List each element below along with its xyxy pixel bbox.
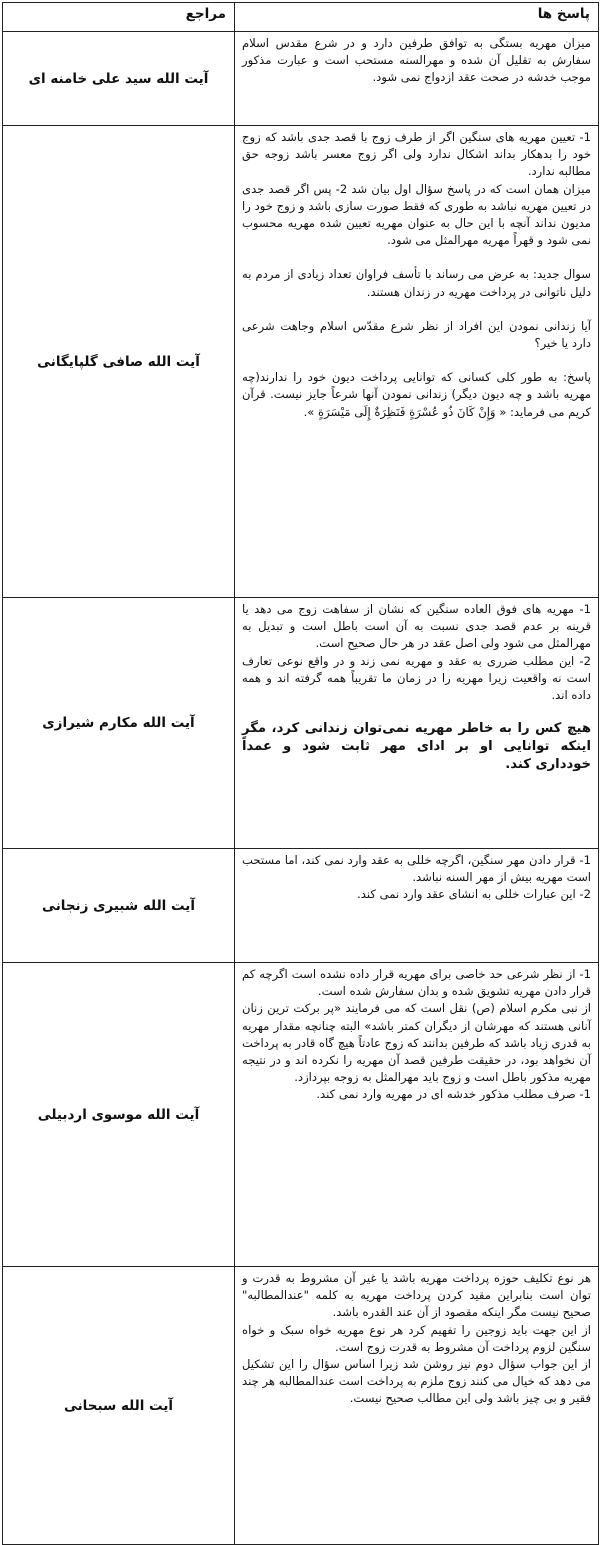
answer-paragraph: از این جهت باید زوجین را تفهیم کرد هر نوع مهریه خواه سبک و خواه سنگین لزوم پرداخت آن مشروط به قدرت زوج است.	[242, 1322, 591, 1354]
answer-paragraph: میزان همان است که در پاسخ سؤال اول بیان شد 2- پس اگر قصد جدی در تعیین مهریه نباشد به طوری که فقط صورت سازی باشد و زوج خود را مدیون نداند آنچه با این حال به عنوان مهریه تعیین شده مهریه محسوب نمی شود و قهراً مهریه مهرالمثل می شود.	[242, 181, 591, 248]
answer-cell	[235, 1267, 599, 1545]
reference-cell: آیت الله موسوی اردبیلی	[3, 963, 235, 1267]
table-row	[3, 1267, 599, 1545]
answer-paragraph: 1- قرار دادن مهر سنگین، اگرچه خللی به عقد وارد نمی کند، اما مستحب است مهریه بیش از مهر السنه نباشد.	[242, 853, 591, 885]
answer-paragraph: از این جواب سؤال دوم نیز روشن شد زیرا اساس سؤال را این تشکیل می دهد که خیال می کنند زوج ملزم به پرداخت است عندالمطالبه هر چند فقیر و بی چیز باشد ولی این مطالب صحیح نیست.	[242, 1357, 591, 1406]
answers-column-header: پاسخ ها	[235, 3, 599, 32]
table-header-row	[3, 3, 599, 32]
answer-paragraph: پاسخ: به طور کلی کسانی که توانایی پرداخت دیون خود را ندارند(چه مهریه باشد و چه دیون دیگر) زندانی نمودن آنها شرعاً جایز نیست. قرآن کریم می فرماید: « وَإِنْ كَانَ ذُو عُسْرَةٍ فَنَظِرَةٌ إِلَى مَيْسَرَةٍ ».	[242, 370, 591, 419]
answer-paragraph: 1- تعیین مهریه های سنگین اگر از طرف زوج با قصد جدی باشد که زوج خود را بدهکار بداند اشکال ندارد ولی اگر زوج معسر باشد زوجه حق مطالبه ندارد.	[242, 130, 591, 179]
answer-paragraph: سوال جدید: به عرض می رساند با تأسف فراوان تعداد زیادی از مردم به دلیل ناتوانی در پرداخت مهریه در زندان هستند.	[242, 267, 591, 299]
answer-paragraph: از نبی مکرم اسلام (ص) نقل است که می فرمایند «پر برکت ترین زنان آنانی هستند که مهرشان از دیگران کمتر باشد» البته چنانچه مقدار مهریه به قدری زیاد باشد که طرفین بدانند که زوج عادتاً هیچ گاه قادر به پرداخت آن نخواهد بود، در حقیقت طرفین قصد آن مهریه را نکرده اند و در نتیجه مهریه مذکور باطل است و زوج باید مهرالمثل به زوجه بپردازد.	[242, 1001, 591, 1085]
reference-cell: آیت الله مکارم شیرازی	[3, 598, 235, 849]
fatwa-table	[2, 2, 599, 1545]
table-row	[3, 32, 599, 126]
table-row	[3, 963, 599, 1267]
answer-paragraph: 2- این مطلب ضرری به عقد و مهریه نمی زند و در واقع نوعی تعارف است نه واقعیت زیرا مهریه را در زمان ما تقریباً همه گرفته اند و همه داده اند.	[242, 653, 591, 703]
answer-paragraph: 1- صرف مطلب مذکور خدشه ای در مهریه وارد نمی کند.	[316, 1087, 591, 1102]
table-row	[3, 126, 599, 598]
answer-paragraph: میزان مهریه بستگی به توافق طرفین دارد و در شرع مقدس اسلام سفارش به تقلیل آن شده و مهرالسنه مستحب است و عبارت مذکور موجب خدشه در صحت عقد ازدواج نمی شود.	[242, 36, 591, 85]
answer-paragraph: 2- این عبارات خللی به انشای عقد وارد نمی کند.	[357, 887, 591, 902]
answer-paragraph: آیا زندانی نمودن این افراد از نظر شرع مقدّس اسلام وجاهت شرعی دارد یا خیر؟	[242, 318, 591, 351]
answer-paragraph: هر نوع تکلیف حوزه پرداخت مهریه باشد یا غیر آن مشروط به قدرت و توان است بنابراین مقید کردن پرداخت مهریه به کلمه "عندالمطالبه" صحیح نیست مگر اینکه مقصود از آن عند القدره باشد.	[242, 1271, 591, 1320]
reference-cell: آیت الله سید علی خامنه ای	[3, 32, 235, 126]
answer-paragraph: 1- مهریه های فوق العاده سنگین که نشان از سفاهت زوج می دهد یا قرینه بر عدم قصد جدی نسبت به آن است باطل است و تبدیل به مهرالمثل می شود ولی اصل عقد در هر حال صحیح است.	[242, 602, 591, 651]
answer-bold-statement: هیچ کس را به خاطر مهریه نمی‌توان زندانی کرد، مگر اینکه توانایی او بر ادای مهر ثابت شود و عمداً خودداری کند.	[242, 721, 591, 773]
answer-cell	[235, 126, 599, 598]
reference-cell: آیت الله شبیری زنجانی	[3, 849, 235, 963]
document-page	[2, 2, 598, 1545]
answer-cell	[235, 849, 599, 963]
references-column-header: مراجع	[3, 3, 235, 32]
table-row	[3, 598, 599, 849]
answer-paragraph: 1- از نظر شرعی حد خاصی برای مهریه قرار داده نشده است اگرچه کم قرار دادن مهریه تشویق شده و بدان سفارش شده است.	[242, 967, 591, 999]
table-row	[3, 849, 599, 963]
reference-cell: آیت الله صافی گلپایگانی	[3, 126, 235, 598]
answer-cell	[235, 963, 599, 1267]
answer-cell	[235, 598, 599, 849]
reference-cell: آیت الله سبحانی	[3, 1267, 235, 1545]
answer-cell	[235, 32, 599, 126]
